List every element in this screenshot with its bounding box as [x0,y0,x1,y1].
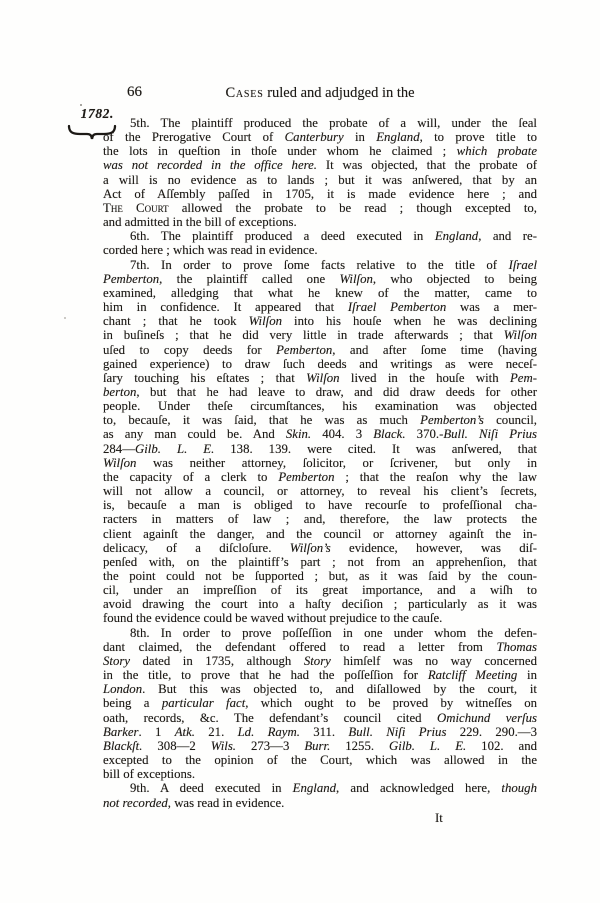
text-line: 8th. In order to prove poſſeſſion in one under whom the defen- [130,625,537,640]
text-line: racters in matters of law ; and, therefore, the law protects the [103,512,537,527]
page-body [103,116,537,825]
running-header-smallcaps: Cases [225,85,264,101]
text-line: 6th. The plaintiff produced a deed executed in England, and re- [130,229,537,244]
text-line: gained experience) to draw ſuch deeds and writings as were neceſ- [103,356,537,371]
text-line: in buſineſs ; that he did very little in trade afterwards ; that Wilſon [103,328,537,343]
text-line: in the title, to prove that he had the poſſeſſion for Ratcliff Meeting in [103,668,537,683]
page-number: 66 [127,84,142,100]
text-line: oath, records, &c. The defendant’s council cited Omichund verſus [103,710,537,725]
text-line: to, becauſe, it was ſaid, that he was as much Pemberton’s council, [103,413,537,428]
text-line: him in confidence. It appeared that Iſrael Pemberton was a mer- [103,300,537,315]
paragraph [103,626,537,782]
text-line: dant claimed, the defendant offered to read a letter from Thomas [103,639,537,654]
text-line: Act of Aſſembly paſſed in 1705, it is made evidence here ; and [103,186,537,201]
text-line: chant ; that he took Wilſon into his houſe when he was declining [103,314,537,329]
text-line: Story dated in 1735, although Story himſelf was no way concerned [103,653,537,668]
text-line: the capacity of a clerk to Pemberton ; that the reaſon why the law [103,469,537,484]
text-line: ſary touching his eſtates ; that Wilſon lived in the houſe with Pem- [103,370,537,385]
text-line: London. But this was objected to, and diſallowed by the court, it [103,682,537,697]
text-line: people. Under theſe circumſtances, his examination was objected [103,399,537,414]
margin-year-note: 1782. [80,106,114,121]
text-line: corded here ; which was read in evidence. [103,243,318,258]
paragraph [103,116,537,229]
text-line: being a particular fact, which ought to be proved by witneſſes on [103,696,537,711]
text-line: bill of exceptions. [103,767,196,782]
text-line: not recorded, was read in evidence. [103,795,285,810]
text-line: uſed to copy deeds for Pemberton, and after ſome time (having [103,342,537,357]
text-line: found the evidence could be waved without prejudice to the cauſe. [103,611,443,626]
text-line: the lots in queſtion in thoſe under whom he claimed ; which probate [103,144,537,159]
text-line: of the Prerogative Court of Canterbury in England, to prove title to [103,130,537,145]
text-line: as any man could be. And Skin. 404. 3 Black. 370.-Bull. Niſi Prius [103,427,538,442]
text-line: examined, alledging that what he knew of the matter, came to [103,285,537,300]
text-line: client againſt the danger, and the council or attorney againſt the in- [103,526,537,541]
text-line: Pemberton, the plaintiff called one Wilſon, who objected to being [103,271,537,286]
scan-speck [80,104,82,106]
running-header-rest: ruled and adjudged in the [263,85,415,101]
text-line: a will is no evidence as to lands ; but it was anſwered, that by an [103,172,537,187]
running-header [103,85,537,101]
text-line: was not recorded in the office here. It was objected, that the probate of [103,158,537,173]
paragraph [103,229,537,257]
text-line: 7th. In order to prove ſome facts relative to the title of Iſrael [130,257,537,272]
text-line: cil, under an impreſſion of its great importance, and a wiſh to [103,583,537,598]
scan-speck [64,317,66,319]
text-line: penſed with, on the plaintiff’s part ; not from an apprehenſion, that [103,554,537,569]
text-line: Blackſt. 308—2 Wils. 273—3 Burr. 1255. Gilb. L. E. 102. and [103,738,538,753]
text-line: delicacy, of a diſcloſure. Wilſon’s evidence, however, was diſ- [103,540,537,555]
text-line: berton, but that he had leave to draw, and did draw deeds for other [103,384,537,399]
text-line: The Court allowed the probate to be read ; though excepted to, [103,200,537,215]
text-line: will not allow a council, or attorney, to reveal his client’s ſecrets, [103,484,537,499]
text-line: Wilſon was neither attorney, ſolicitor, or ſcrivener, but only in [103,455,537,470]
text-line: excepted to the opinion of the Court, which was allowed in the [103,753,537,768]
text-line: 5th. The plaintiff produced the probate of a will, under the ſeal [130,116,537,130]
text-line: and admitted in the bill of exceptions. [103,215,297,230]
text-line: the point could not be ſupported ; but, as it was ſaid by the coun- [103,569,537,583]
text-line: avoid drawing the court into a haſty deciſion ; particularly as it was [103,597,537,612]
text-line: Barker. 1 Atk. 21. Ld. Raym. 311. Bull. Niſi Prius 229. 290.—3 [103,724,537,739]
paragraph [103,258,537,626]
text-line: is, becauſe a man is obliged to have recourſe to profeſſional cha- [103,498,537,513]
text-line: 9th. A deed executed in England, and acknowledged here, though [130,781,537,796]
catchword: It [435,810,443,825]
paragraph [103,781,537,809]
text-line: 284—Gilb. L. E. 138. 139. were cited. It was anſwered, that [103,441,537,456]
